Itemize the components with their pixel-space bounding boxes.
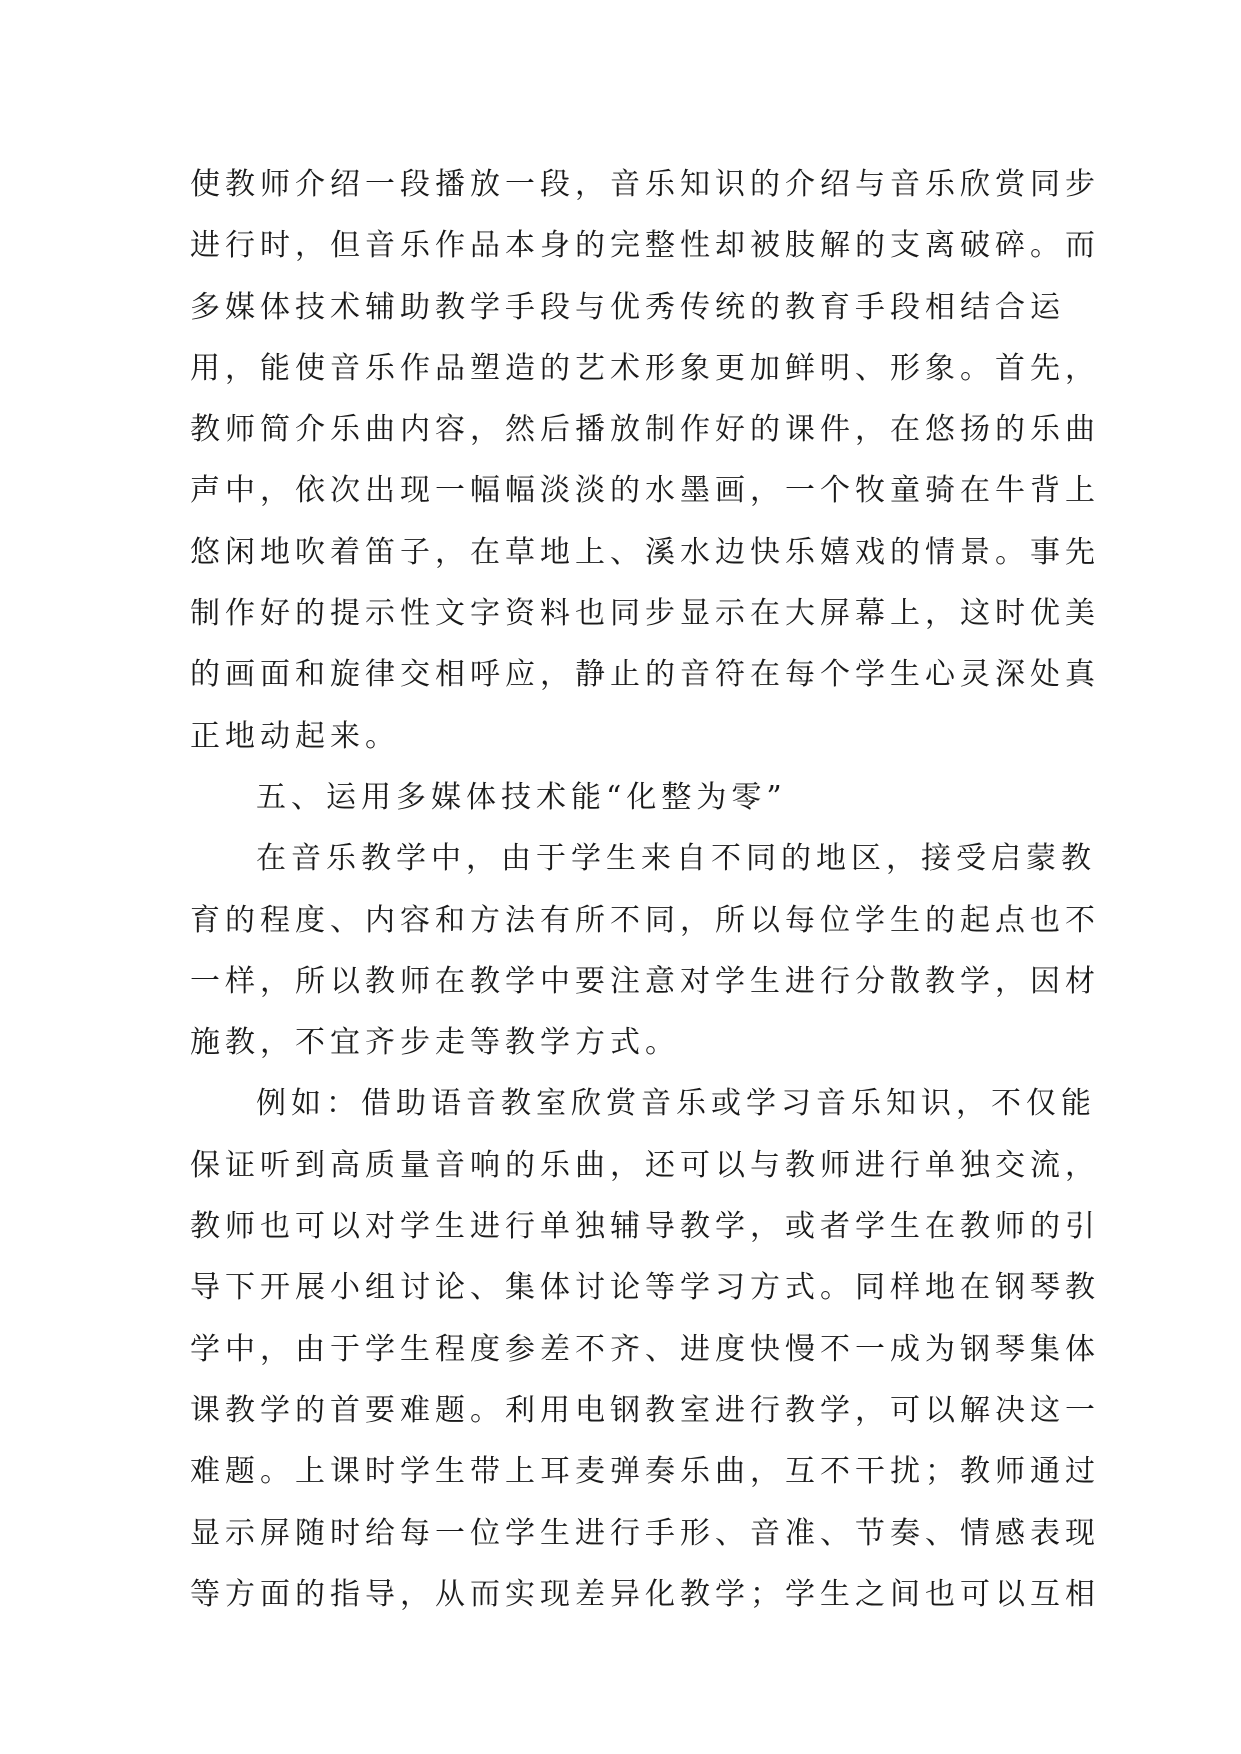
text-line: 教师也可以对学生进行单独辅导教学，或者学生在教师的引	[190, 1209, 1100, 1245]
text-line: 悠闲地吹着笛子，在草地上、溪水边快乐嬉戏的情景。事先	[190, 534, 1100, 570]
text-line: 的画面和旋律交相呼应，静止的音符在每个学生心灵深处真	[190, 657, 1100, 693]
text-line: 育的程度、内容和方法有所不同，所以每位学生的起点也不	[190, 902, 1100, 938]
text-line: 导下开展小组讨论、集体讨论等学习方式。同样地在钢琴教	[190, 1270, 1100, 1306]
text-line: 显示屏随时给每一位学生进行手形、音准、节奏、情感表现	[190, 1515, 1100, 1551]
text-line: 教师简介乐曲内容，然后播放制作好的课件，在悠扬的乐曲	[190, 412, 1100, 448]
text-line: 进行时，但音乐作品本身的完整性却被肢解的支离破碎。而	[190, 228, 1100, 264]
text-line: 难题。上课时学生带上耳麦弹奏乐曲，互不干扰；教师通过	[190, 1454, 1100, 1490]
text-line: 课教学的首要难题。利用电钢教室进行教学，可以解决这一	[190, 1392, 1100, 1428]
text-line: 制作好的提示性文字资料也同步显示在大屏幕上，这时优美	[190, 596, 1100, 632]
text-line: 使教师介绍一段播放一段，音乐知识的介绍与音乐欣赏同步	[190, 167, 1100, 202]
text-line: 多媒体技术辅助教学手段与优秀传统的教育手段相结合运	[190, 289, 1065, 325]
text-line: 保证听到高质量音响的乐曲，还可以与教师进行单独交流，	[190, 1147, 1100, 1183]
text-line: 例如：借助语音教室欣赏音乐或学习音乐知识，不仅能	[256, 1086, 1096, 1122]
document-body	[190, 154, 1100, 1625]
text-line: 学中，由于学生程度参差不齐、进度快慢不一成为钢琴集体	[190, 1331, 1100, 1367]
text-line: 用，能使音乐作品塑造的艺术形象更加鲜明、形象。首先，	[190, 350, 1100, 386]
section-heading: 五、运用多媒体技术能“化整为零”	[256, 779, 787, 815]
text-line: 施教，不宜齐步走等教学方式。	[190, 1025, 680, 1061]
text-line: 等方面的指导，从而实现差异化教学；学生之间也可以互相	[190, 1576, 1100, 1612]
text-line: 一样，所以教师在教学中要注意对学生进行分散教学，因材	[190, 963, 1100, 999]
text-line: 声中，依次出现一幅幅淡淡的水墨画，一个牧童骑在牛背上	[190, 473, 1100, 509]
text-line: 正地动起来。	[190, 718, 400, 754]
text-line: 在音乐教学中，由于学生来自不同的地区，接受启蒙教	[256, 841, 1096, 877]
